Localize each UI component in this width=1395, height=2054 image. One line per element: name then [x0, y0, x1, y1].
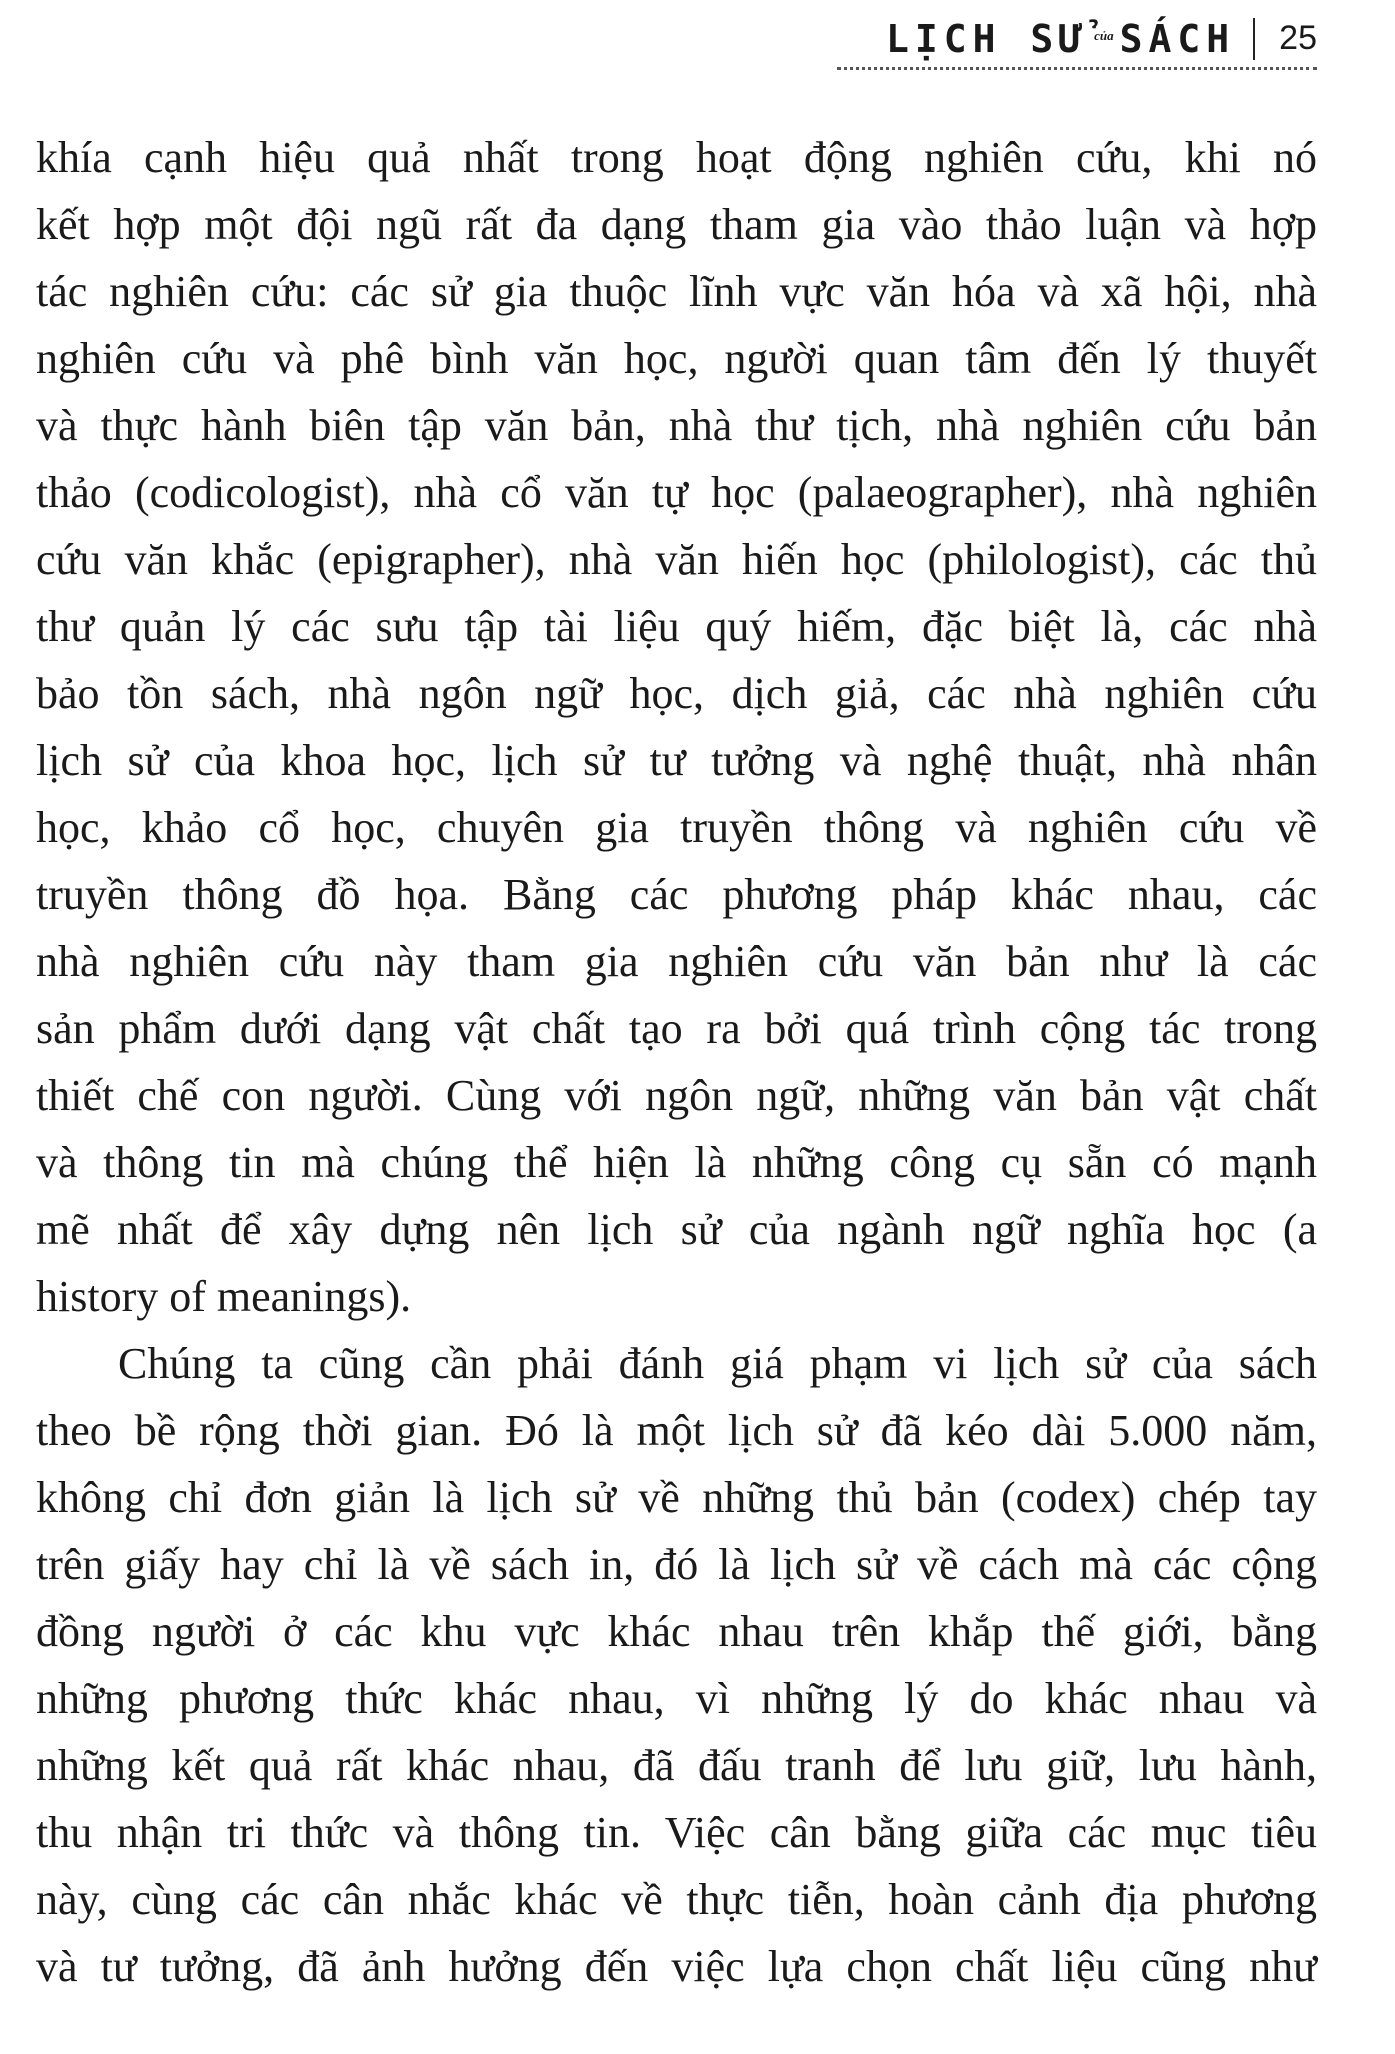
text-line: những phương thức khác nhau, vì những lý do khác nhau và [36, 1674, 1317, 1723]
text-line: tác nghiên cứu: các sử gia thuộc lĩnh vực văn hóa và xã hội, nhà [36, 267, 1317, 316]
book-title [886, 17, 1235, 61]
text-line: bảo tồn sách, nhà ngôn ngữ học, dịch giả, các nhà nghiên cứu [36, 669, 1317, 718]
text-line: theo bề rộng thời gian. Đó là một lịch sử đã kéo dài 5.000 năm, [36, 1406, 1317, 1455]
book-title-part2: SÁCH [1119, 16, 1236, 61]
text-line: nhà nghiên cứu này tham gia nghiên cứu văn bản như là các [36, 937, 1317, 986]
book-title-part1: LỊCH SỬ [886, 16, 1089, 61]
text-line: đồng người ở các khu vực khác nhau trên khắp thế giới, bằng [36, 1607, 1317, 1656]
body-text [36, 124, 1317, 2000]
text-line: thiết chế con người. Cùng với ngôn ngữ, những văn bản vật chất [36, 1071, 1317, 1120]
text-line: và tư tưởng, đã ảnh hưởng đến việc lựa chọn chất liệu cũng như [36, 1942, 1317, 1991]
text-line: và thực hành biên tập văn bản, nhà thư tịch, nhà nghiên cứu bản [36, 401, 1317, 450]
text-line: thu nhận tri thức và thông tin. Việc cân bằng giữa các mục tiêu [36, 1808, 1317, 1857]
text-line: truyền thông đồ họa. Bằng các phương pháp khác nhau, các [36, 870, 1317, 919]
running-header [837, 10, 1317, 70]
text-line: này, cùng các cân nhắc khác về thực tiễn, hoàn cảnh địa phương [36, 1875, 1317, 1924]
text-line: mẽ nhất để xây dựng nên lịch sử của ngành ngữ nghĩa học (a [36, 1205, 1317, 1254]
paragraph-2 [36, 1330, 1317, 2000]
header-divider [1253, 18, 1255, 60]
text-line: những kết quả rất khác nhau, đã đấu tranh để lưu giữ, lưu hành, [36, 1741, 1317, 1790]
text-line: thảo (codicologist), nhà cổ văn tự học (palaeographer), nhà nghiên [36, 468, 1317, 517]
text-line: thư quản lý các sưu tập tài liệu quý hiếm, đặc biệt là, các nhà [36, 602, 1317, 651]
text-line: không chỉ đơn giản là lịch sử về những thủ bản (codex) chép tay [36, 1473, 1317, 1522]
text-line: học, khảo cổ học, chuyên gia truyền thông và nghiên cứu về [36, 803, 1317, 852]
text-line: nghiên cứu và phê bình văn học, người quan tâm đến lý thuyết [36, 334, 1317, 383]
paragraph-1 [36, 124, 1317, 1330]
text-line: history of meanings). [36, 1272, 412, 1321]
text-line: lịch sử của khoa học, lịch sử tư tưởng và nghệ thuật, nhà nhân [36, 736, 1317, 785]
page-number: 25 [1279, 19, 1317, 57]
text-line: và thông tin mà chúng thể hiện là những công cụ sẵn có mạnh [36, 1138, 1317, 1187]
book-title-connector: của [1094, 27, 1114, 43]
text-line: trên giấy hay chỉ là về sách in, đó là lịch sử về cách mà các cộng [36, 1540, 1317, 1589]
text-line: khía cạnh hiệu quả nhất trong hoạt động nghiên cứu, khi nó [36, 133, 1317, 182]
text-line: kết hợp một đội ngũ rất đa dạng tham gia vào thảo luận và hợp [36, 200, 1317, 249]
text-line: Chúng ta cũng cần phải đánh giá phạm vi lịch sử của sách [118, 1339, 1317, 1388]
text-line: sản phẩm dưới dạng vật chất tạo ra bởi quá trình cộng tác trong [36, 1004, 1317, 1053]
text-line: cứu văn khắc (epigrapher), nhà văn hiến học (philologist), các thủ [36, 535, 1317, 584]
